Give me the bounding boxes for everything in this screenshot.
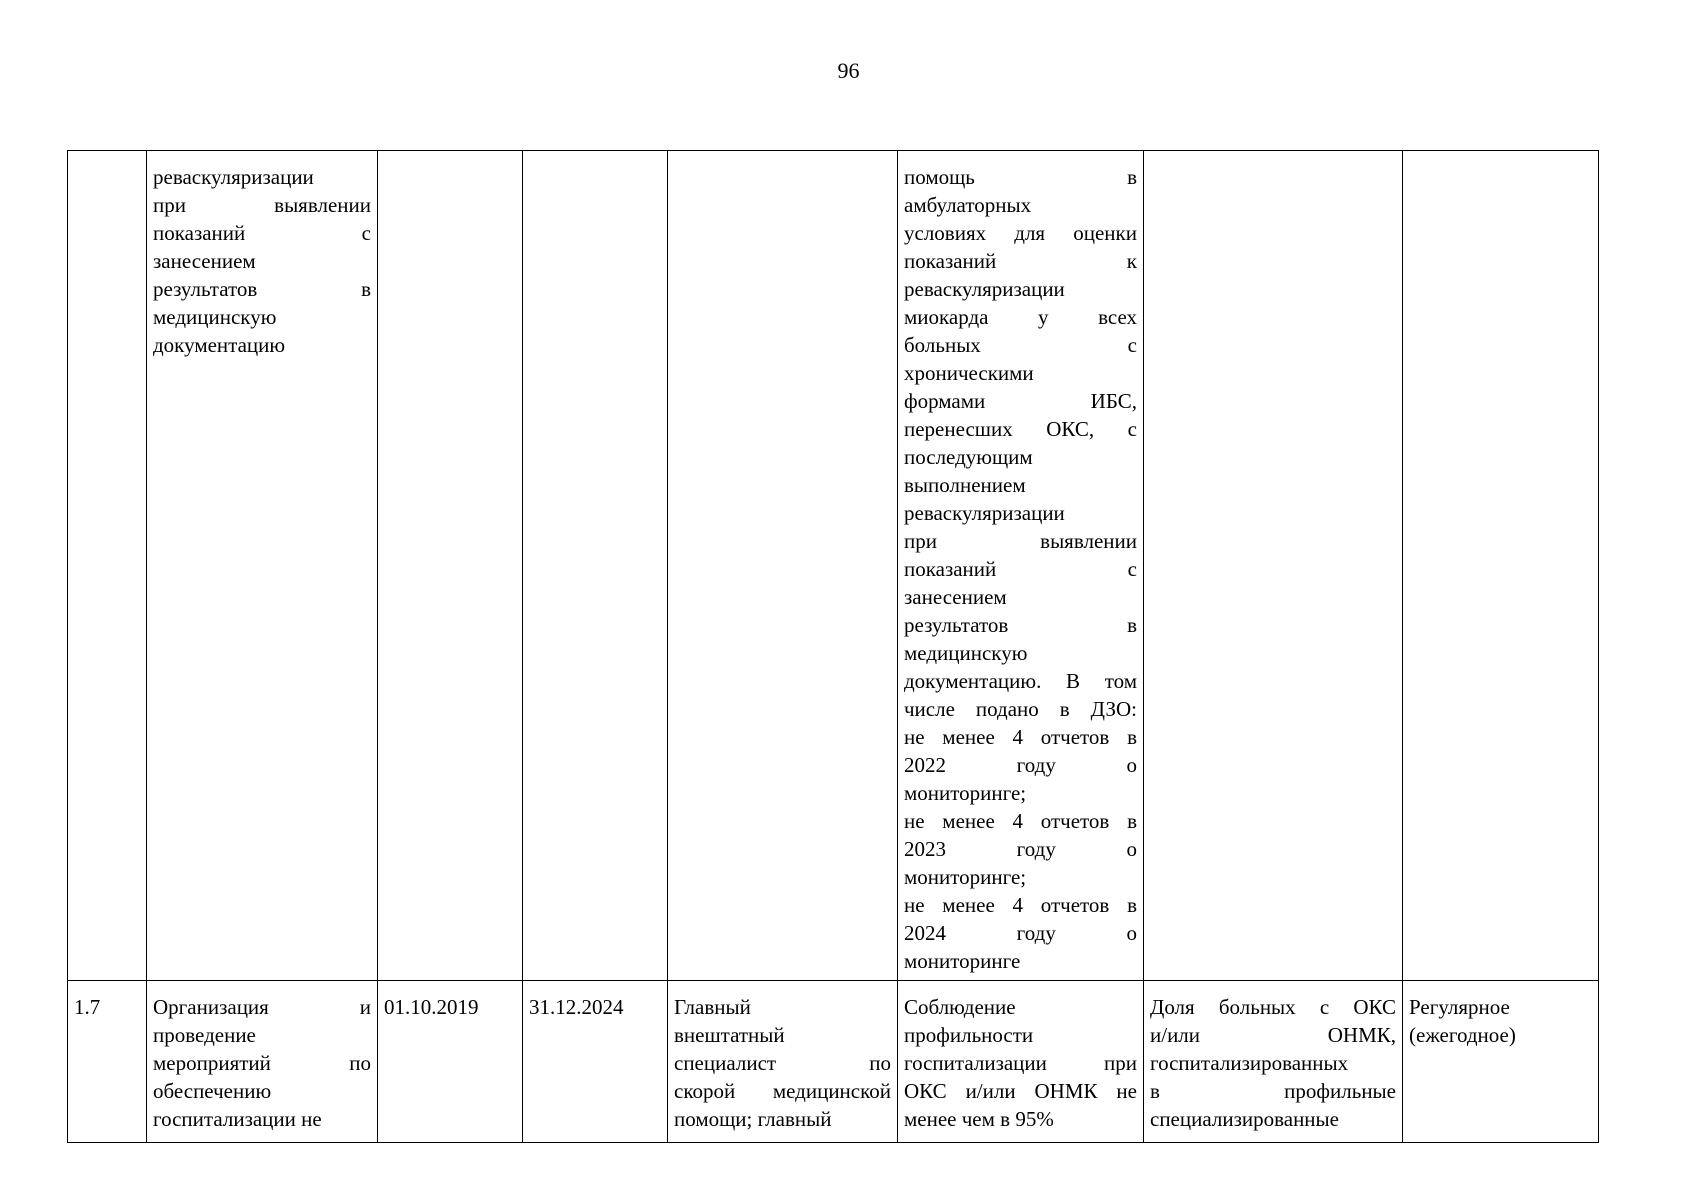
- page-number: 96: [837, 58, 860, 83]
- cell-end-date: 31.12.2024: [523, 981, 668, 1143]
- cell-text-line: мониторинге: [904, 949, 1021, 973]
- cell-text-line: Организация и: [153, 995, 371, 1019]
- cell-text-line: занесением: [153, 249, 256, 273]
- cell-text-line: специалист по: [674, 1051, 891, 1075]
- cell-text-line: не менее 4 отчетов в: [904, 809, 1137, 833]
- cell-activity: [147, 981, 378, 1143]
- cell-activity: [147, 151, 378, 981]
- cell-text-line: занесением: [904, 585, 1007, 609]
- cell-text-line: медицинскую: [904, 641, 1028, 665]
- cell-text-line: реваскуляризации: [153, 165, 314, 189]
- cell-text-line: и/или ОНМК,: [1150, 1023, 1396, 1047]
- cell-text-line: мероприятий по: [153, 1051, 371, 1075]
- cell-text-line: Главный: [674, 995, 751, 1019]
- cell-text-line: медицинскую: [153, 305, 277, 329]
- cell-text-line: больных с: [904, 333, 1137, 357]
- cell-text-line: 2023 году о: [904, 837, 1137, 861]
- cell-end-date: [523, 151, 668, 981]
- cell-text-line: показаний с: [904, 557, 1137, 581]
- cell-text-line: специализированные: [1150, 1107, 1339, 1131]
- cell-text-line: Доля больных с ОКС: [1150, 995, 1396, 1019]
- cell-text-line: помощь в: [904, 165, 1137, 189]
- cell-text-line: реваскуляризации: [904, 501, 1065, 525]
- cell-text-line: результатов в: [904, 613, 1137, 637]
- cell-text-line: реваскуляризации: [904, 277, 1065, 301]
- cell-text-line: профильности: [904, 1023, 1034, 1047]
- cell-text-line: мониторинге;: [904, 781, 1027, 805]
- cell-responsible: [668, 151, 898, 981]
- cell-periodicity: [1403, 151, 1599, 981]
- cell-text-line: условиях для оценки: [904, 221, 1137, 245]
- cell-start-date: [378, 151, 523, 981]
- cell-text-line: в профильные: [1150, 1079, 1396, 1103]
- cell-responsible: [668, 981, 898, 1143]
- cell-text-line: миокарда у всех: [904, 305, 1137, 329]
- cell-text-line: показаний с: [153, 221, 371, 245]
- cell-text-line: хроническими: [904, 361, 1034, 385]
- cell-text-line: внештатный: [674, 1023, 785, 1047]
- cell-text-line: помощи; главный: [674, 1107, 832, 1131]
- activity-plan-table: [67, 150, 1599, 1143]
- cell-text-line: госпитализации при: [904, 1051, 1137, 1075]
- cell-result: [898, 151, 1144, 981]
- cell-text-line: Регулярное: [1409, 995, 1510, 1019]
- cell-text-line: (ежегодное): [1409, 1023, 1516, 1047]
- cell-text-line: скорой медицинской: [674, 1079, 891, 1103]
- cell-text-line: перенесших ОКС, с: [904, 417, 1137, 441]
- cell-text-line: результатов в: [153, 277, 371, 301]
- cell-text-line: не менее 4 отчетов в: [904, 725, 1137, 749]
- cell-text-line: формами ИБС,: [904, 389, 1137, 413]
- cell-text-line: 2024 году о: [904, 921, 1137, 945]
- cell-text-line: ОКС и/или ОНМК не: [904, 1079, 1137, 1103]
- cell-text-line: показаний к: [904, 249, 1137, 273]
- cell-text-line: числе подано в ДЗО:: [904, 697, 1137, 721]
- cell-text-line: проведение: [153, 1023, 256, 1047]
- cell-text-line: при выявлении: [904, 529, 1137, 553]
- cell-text-line: при выявлении: [153, 193, 371, 217]
- cell-text-line: мониторинге;: [904, 865, 1027, 889]
- cell-text-line: госпитализированных: [1150, 1051, 1349, 1075]
- cell-number: [68, 151, 147, 981]
- cell-text-line: документацию: [153, 333, 286, 357]
- cell-text-line: документацию. В том: [904, 669, 1137, 693]
- cell-text-line: обеспечению: [153, 1079, 272, 1103]
- cell-text-line: последующим: [904, 445, 1033, 469]
- cell-text-line: не менее 4 отчетов в: [904, 893, 1137, 917]
- cell-indicator: [1144, 981, 1403, 1143]
- cell-result: [898, 981, 1144, 1143]
- cell-number: 1.7: [68, 981, 147, 1143]
- cell-start-date: 01.10.2019: [378, 981, 523, 1143]
- table-row-1-7: [68, 981, 1599, 1143]
- cell-periodicity: [1403, 981, 1599, 1143]
- cell-text-line: госпитализации не: [153, 1107, 322, 1131]
- cell-text-line: Соблюдение: [904, 995, 1016, 1019]
- cell-text-line: амбулаторных: [904, 193, 1032, 217]
- cell-text-line: выполнением: [904, 473, 1026, 497]
- table-row-continuation: [68, 151, 1599, 981]
- cell-indicator: [1144, 151, 1403, 981]
- cell-text-line: 2022 году о: [904, 753, 1137, 777]
- cell-text-line: менее чем в 95%: [904, 1107, 1054, 1131]
